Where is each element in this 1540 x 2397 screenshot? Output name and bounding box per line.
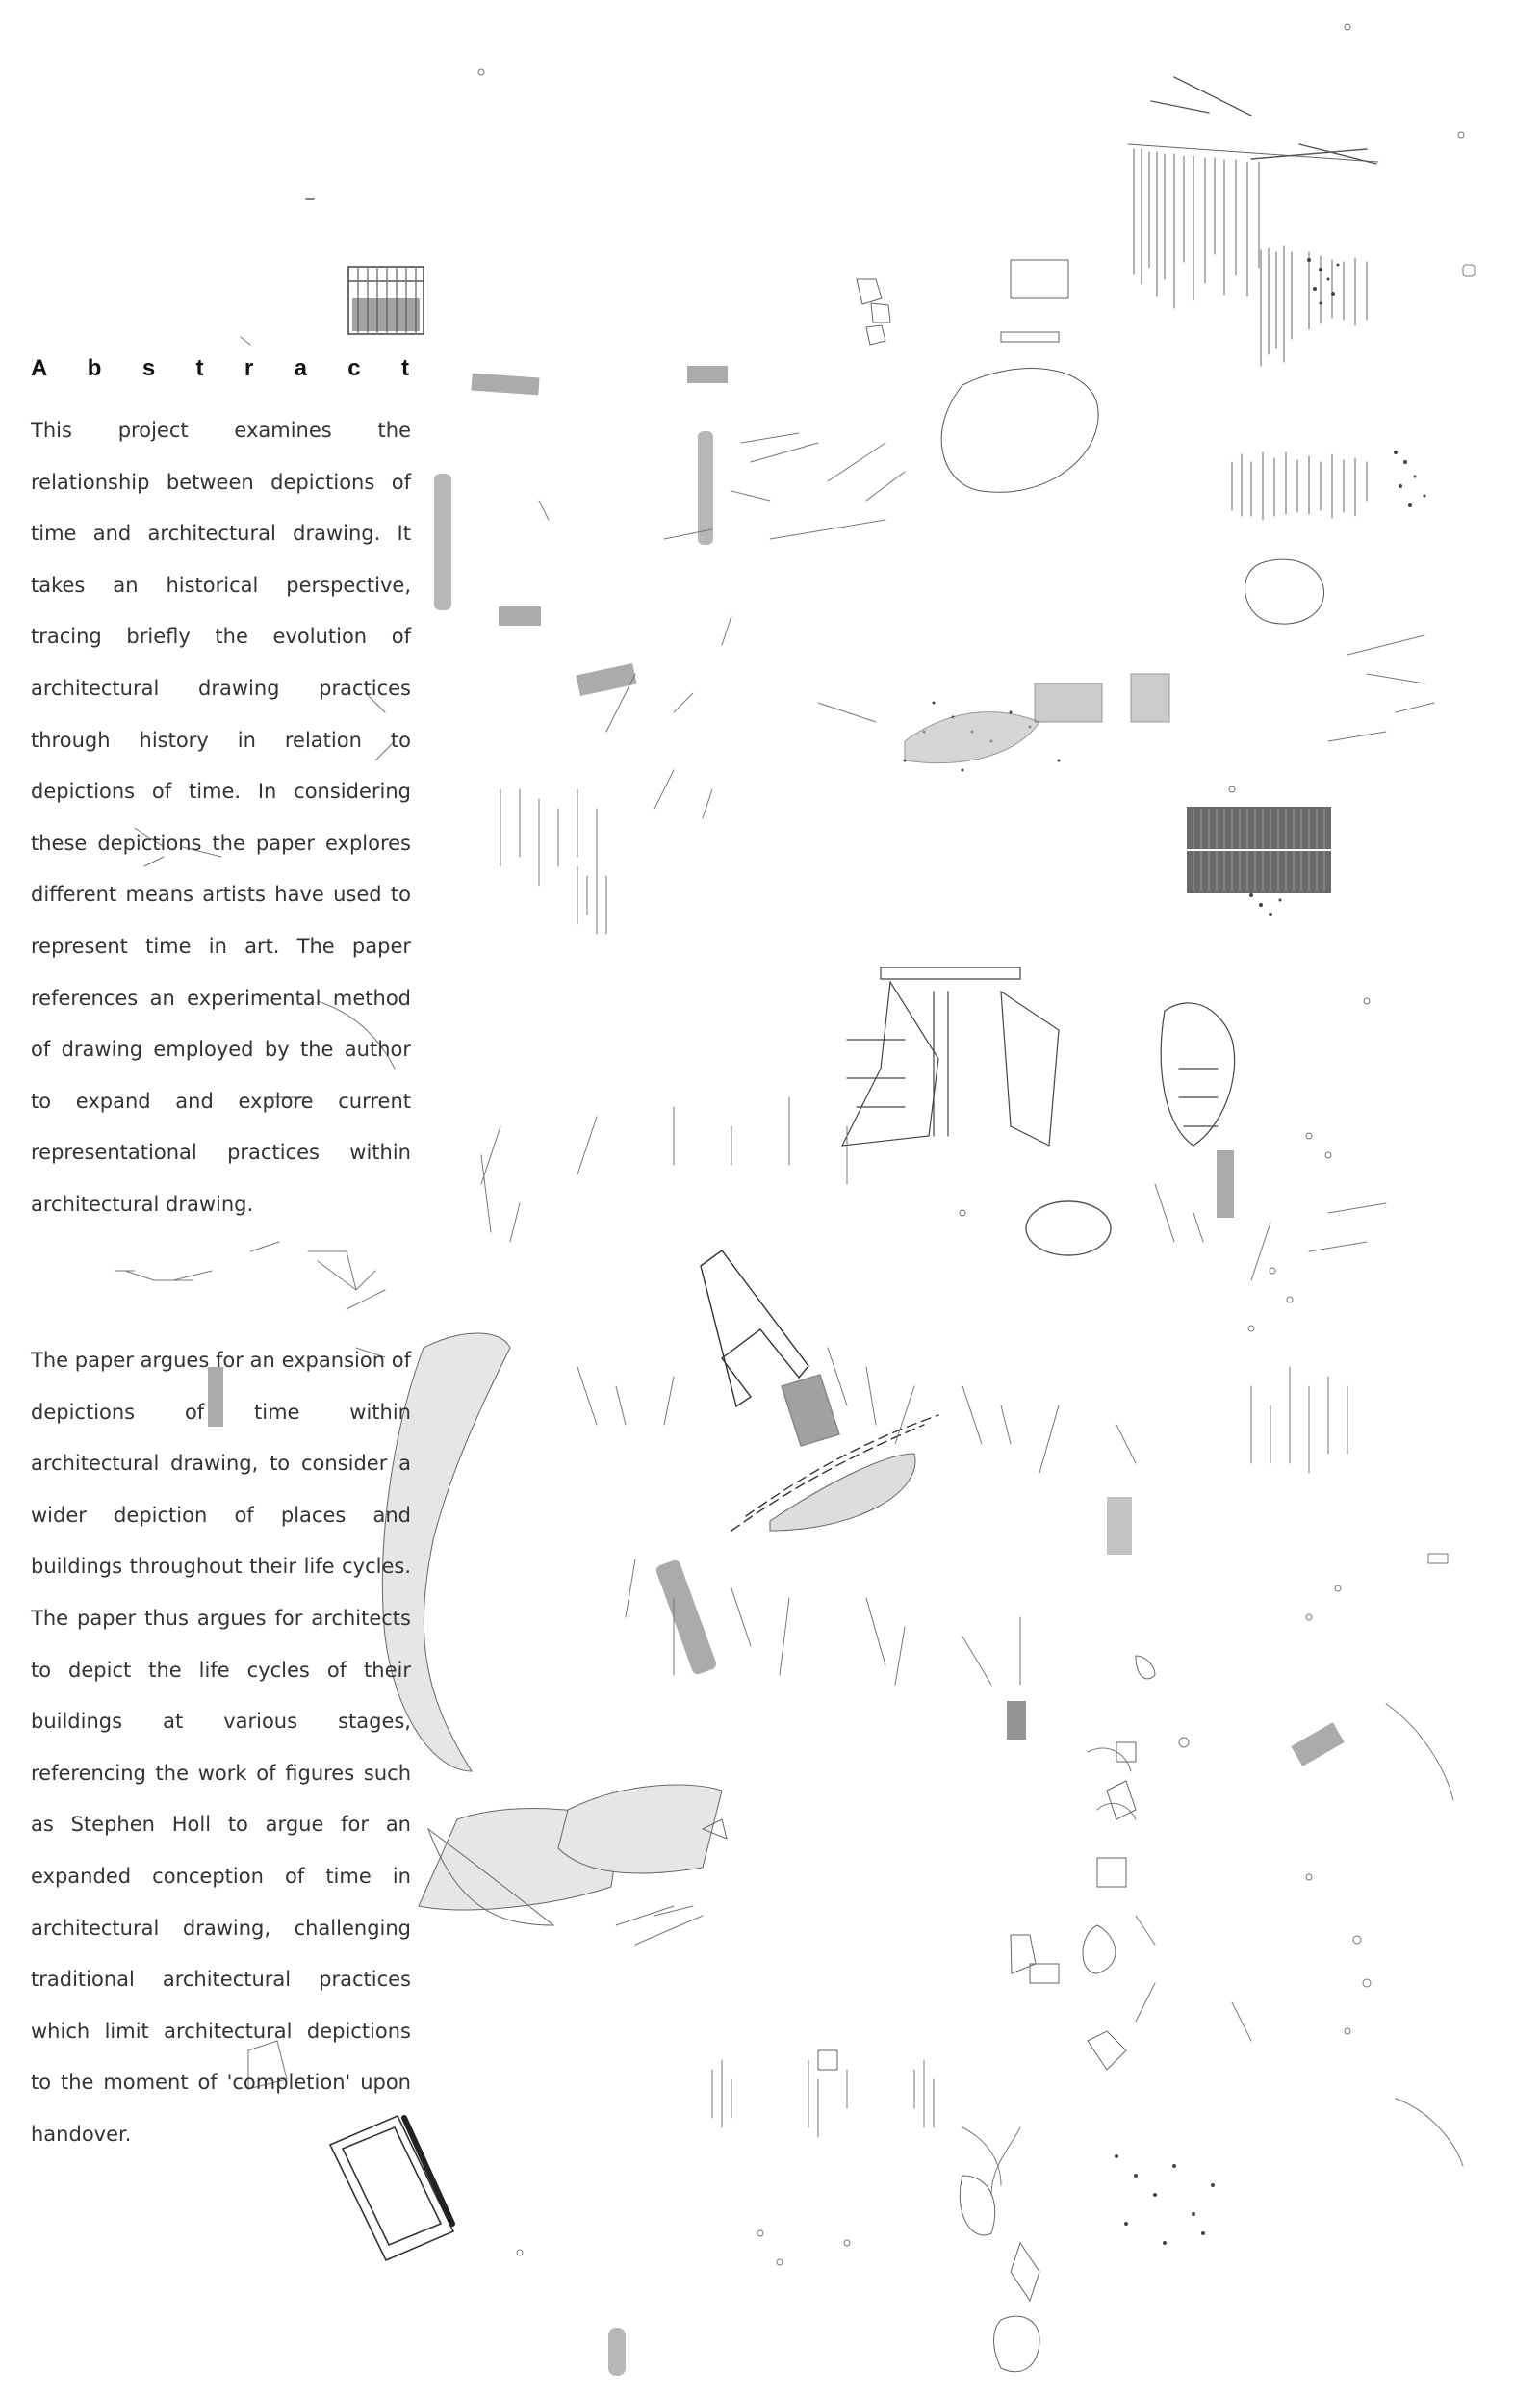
stone-wall-structure bbox=[842, 967, 1235, 1146]
hatch-bar bbox=[687, 366, 728, 383]
hatch-bar bbox=[1107, 1497, 1132, 1555]
hatch-bar bbox=[499, 606, 541, 626]
hatch-bar bbox=[1217, 1150, 1234, 1218]
vertical-hatch-facade bbox=[1128, 144, 1378, 520]
hatch-bar bbox=[608, 2328, 626, 2376]
hatch-bar bbox=[434, 474, 451, 610]
hatch-bar bbox=[698, 431, 713, 545]
sketch-line bbox=[1151, 77, 1376, 164]
angled-l-building bbox=[701, 1250, 839, 1446]
hatch-bar bbox=[654, 1559, 717, 1676]
abstract-paragraph-2: The paper argues for an expansion of depictions of time within architectural drawing, to consider a wider depiction of places and buildings throughout their life cycles. The paper thus argues for architects to depict the life cycles of their buildings at various stages, referencing the work of figures such as Stephen Holl to argue for an expanded conception of time in architectural drawing, challenging traditional architectural practices which limit architectural depictions to the moment of 'completion' upon handover. bbox=[31, 1349, 411, 2146]
hatch-bar bbox=[471, 374, 539, 396]
hatch-bar bbox=[1007, 1701, 1026, 1740]
stone-rubble-cluster bbox=[905, 369, 1323, 763]
scatter-dots bbox=[478, 24, 1475, 2265]
hatch-bar bbox=[576, 663, 636, 696]
abstract-heading: A b s t r a c t bbox=[31, 355, 411, 381]
oval-form bbox=[1026, 1201, 1111, 1255]
dense-hatch-block bbox=[1187, 807, 1331, 893]
hatch-bar bbox=[1291, 1722, 1344, 1766]
hatched-window-box bbox=[348, 267, 424, 334]
abstract-paragraph-1: This project examines the relationship between depictions of time and architectural drawing. It takes an historical perspective, tracing briefly the evolution of architectural drawing practices through history in relation to depictions of time. In considering these depictions the paper explores different means artists have used to represent time in art. The paper references an experimental method of drawing employed by the author to expand and explore current representational practices within architectural drawing. bbox=[31, 419, 411, 1216]
speckle-field bbox=[904, 258, 1426, 2245]
